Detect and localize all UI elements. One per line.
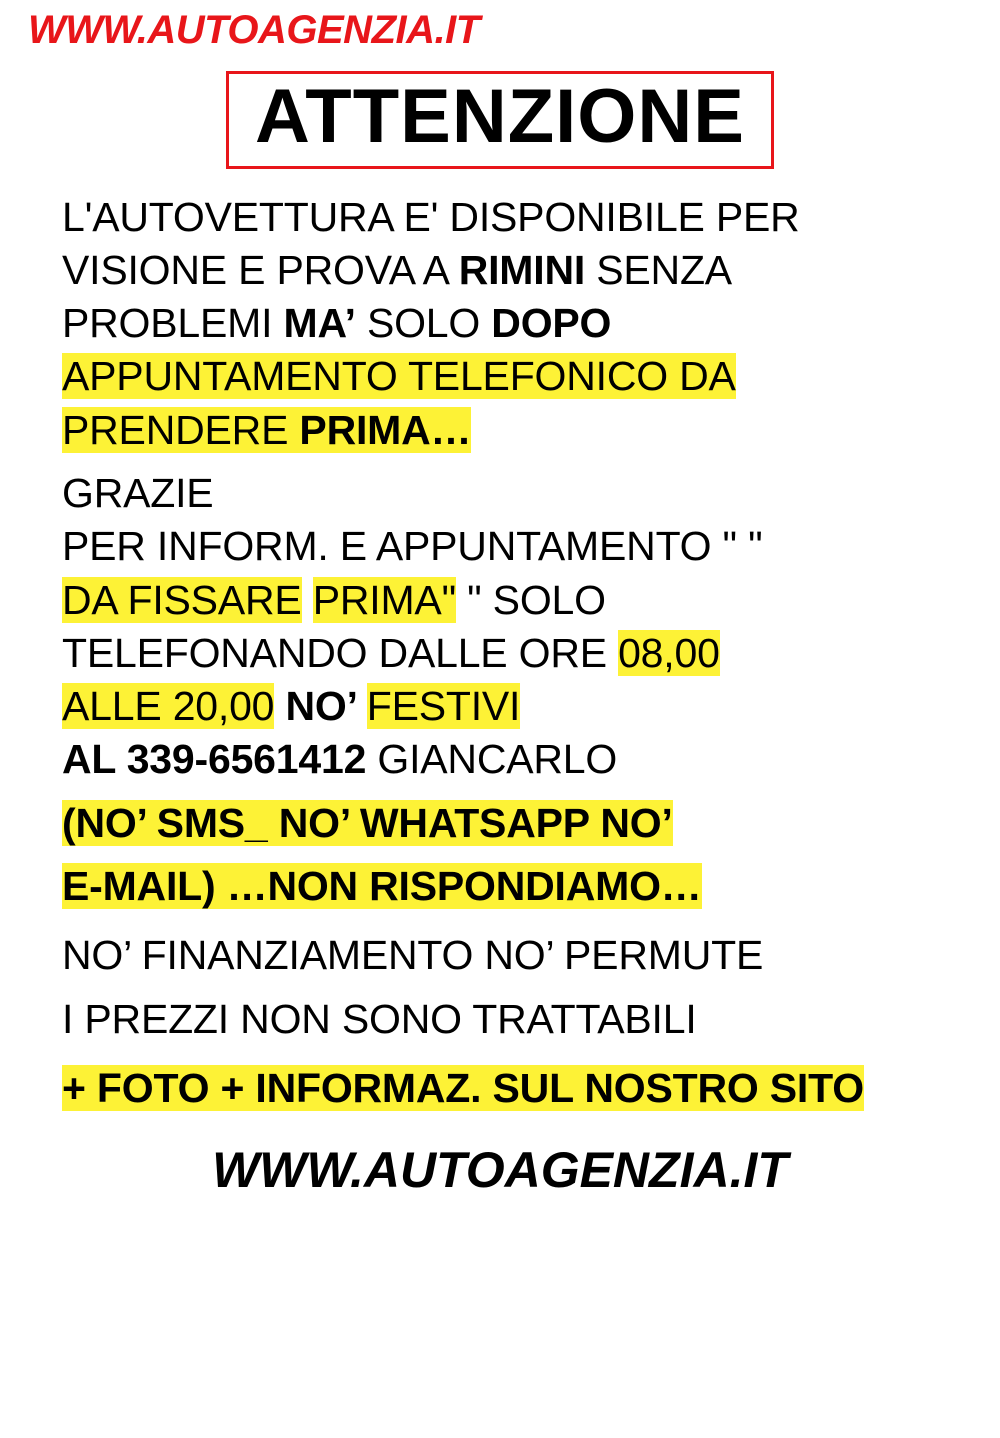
site-banner-bottom: WWW.AUTOAGENZIA.IT [212, 1142, 788, 1199]
line-2-part-c: SENZA [585, 246, 732, 293]
spacer-2 [62, 787, 945, 797]
text-line-8 [62, 574, 945, 627]
text-line-5 [62, 404, 945, 457]
line-1-text: L'AUTOVETTURA E' DISPONIBILE PER [62, 193, 800, 240]
line-6-text: GRAZIE [62, 470, 214, 516]
line-8-highlighted-a: DA FISSARE [62, 576, 302, 623]
text-line-13 [62, 860, 945, 913]
line-14-text: NO’ FINANZIAMENTO NO’ PERMUTE [62, 932, 764, 979]
line-10-end-time: ALLE 20,00 [62, 683, 275, 730]
phone-number: AL 339-6561412 [62, 736, 367, 783]
text-line-4 [62, 350, 945, 403]
line-7-text: PER INFORM. E APPUNTAMENTO " " [62, 523, 763, 570]
line-8-rest: " SOLO [455, 576, 606, 623]
line-3-part-a: PROBLEMI [62, 300, 284, 347]
text-line-2 [62, 244, 945, 297]
attention-box [226, 71, 774, 169]
contact-name: GIANCARLO [366, 736, 618, 783]
line-2-city: RIMINI [458, 246, 586, 293]
text-line-1 [62, 191, 945, 244]
text-line-3 [62, 297, 945, 350]
line-5-highlighted-bold: PRIMA… [299, 406, 472, 453]
text-line-10 [62, 680, 945, 733]
text-line-9 [62, 627, 945, 680]
notice-body [0, 169, 1000, 1116]
line-3-part-c: SOLO [355, 300, 492, 347]
attention-title: ATTENZIONE [255, 74, 745, 159]
text-line-7 [62, 520, 945, 573]
text-line-14 [62, 929, 945, 982]
line-3-part-d: DOPO [491, 300, 612, 347]
attention-header [0, 71, 1000, 169]
line-10-no: NO’ [274, 683, 367, 730]
spacer-5 [62, 983, 945, 993]
line-9-text: TELEFONANDO DALLE ORE [62, 629, 619, 676]
line-8-space [302, 577, 313, 623]
line-9-start-time: 08,00 [618, 629, 720, 676]
spacer-1 [62, 457, 945, 467]
spacer-4 [62, 913, 945, 929]
line-4-highlighted: APPUNTAMENTO TELEFONICO DA [62, 353, 736, 400]
spacer-6 [62, 1046, 945, 1062]
line-12-highlighted: (NO’ SMS_ NO’ WHATSAPP NO’ [62, 799, 673, 846]
line-16-highlighted: + FOTO + INFORMAZ. SUL NOSTRO SITO [62, 1064, 864, 1111]
line-10-festivi: FESTIVI [366, 683, 521, 730]
line-15-text: I PREZZI NON SONO TRATTABILI [62, 995, 697, 1042]
text-line-15 [62, 993, 945, 1046]
site-banner-top: WWW.AUTOAGENZIA.IT [28, 8, 480, 52]
spacer-3 [62, 850, 945, 860]
line-2-part-a: VISIONE E PROVA A [62, 246, 459, 293]
text-line-16 [62, 1062, 945, 1115]
line-13-highlighted: E-MAIL) …NON RISPONDIAMO… [62, 863, 702, 910]
text-line-12 [62, 797, 945, 850]
line-5-highlighted: PRENDERE [62, 406, 300, 453]
text-line-11 [62, 733, 945, 786]
line-3-part-b: MA’ [283, 300, 356, 347]
line-8-highlighted-b: PRIMA" [312, 576, 456, 623]
text-line-6 [62, 467, 945, 520]
